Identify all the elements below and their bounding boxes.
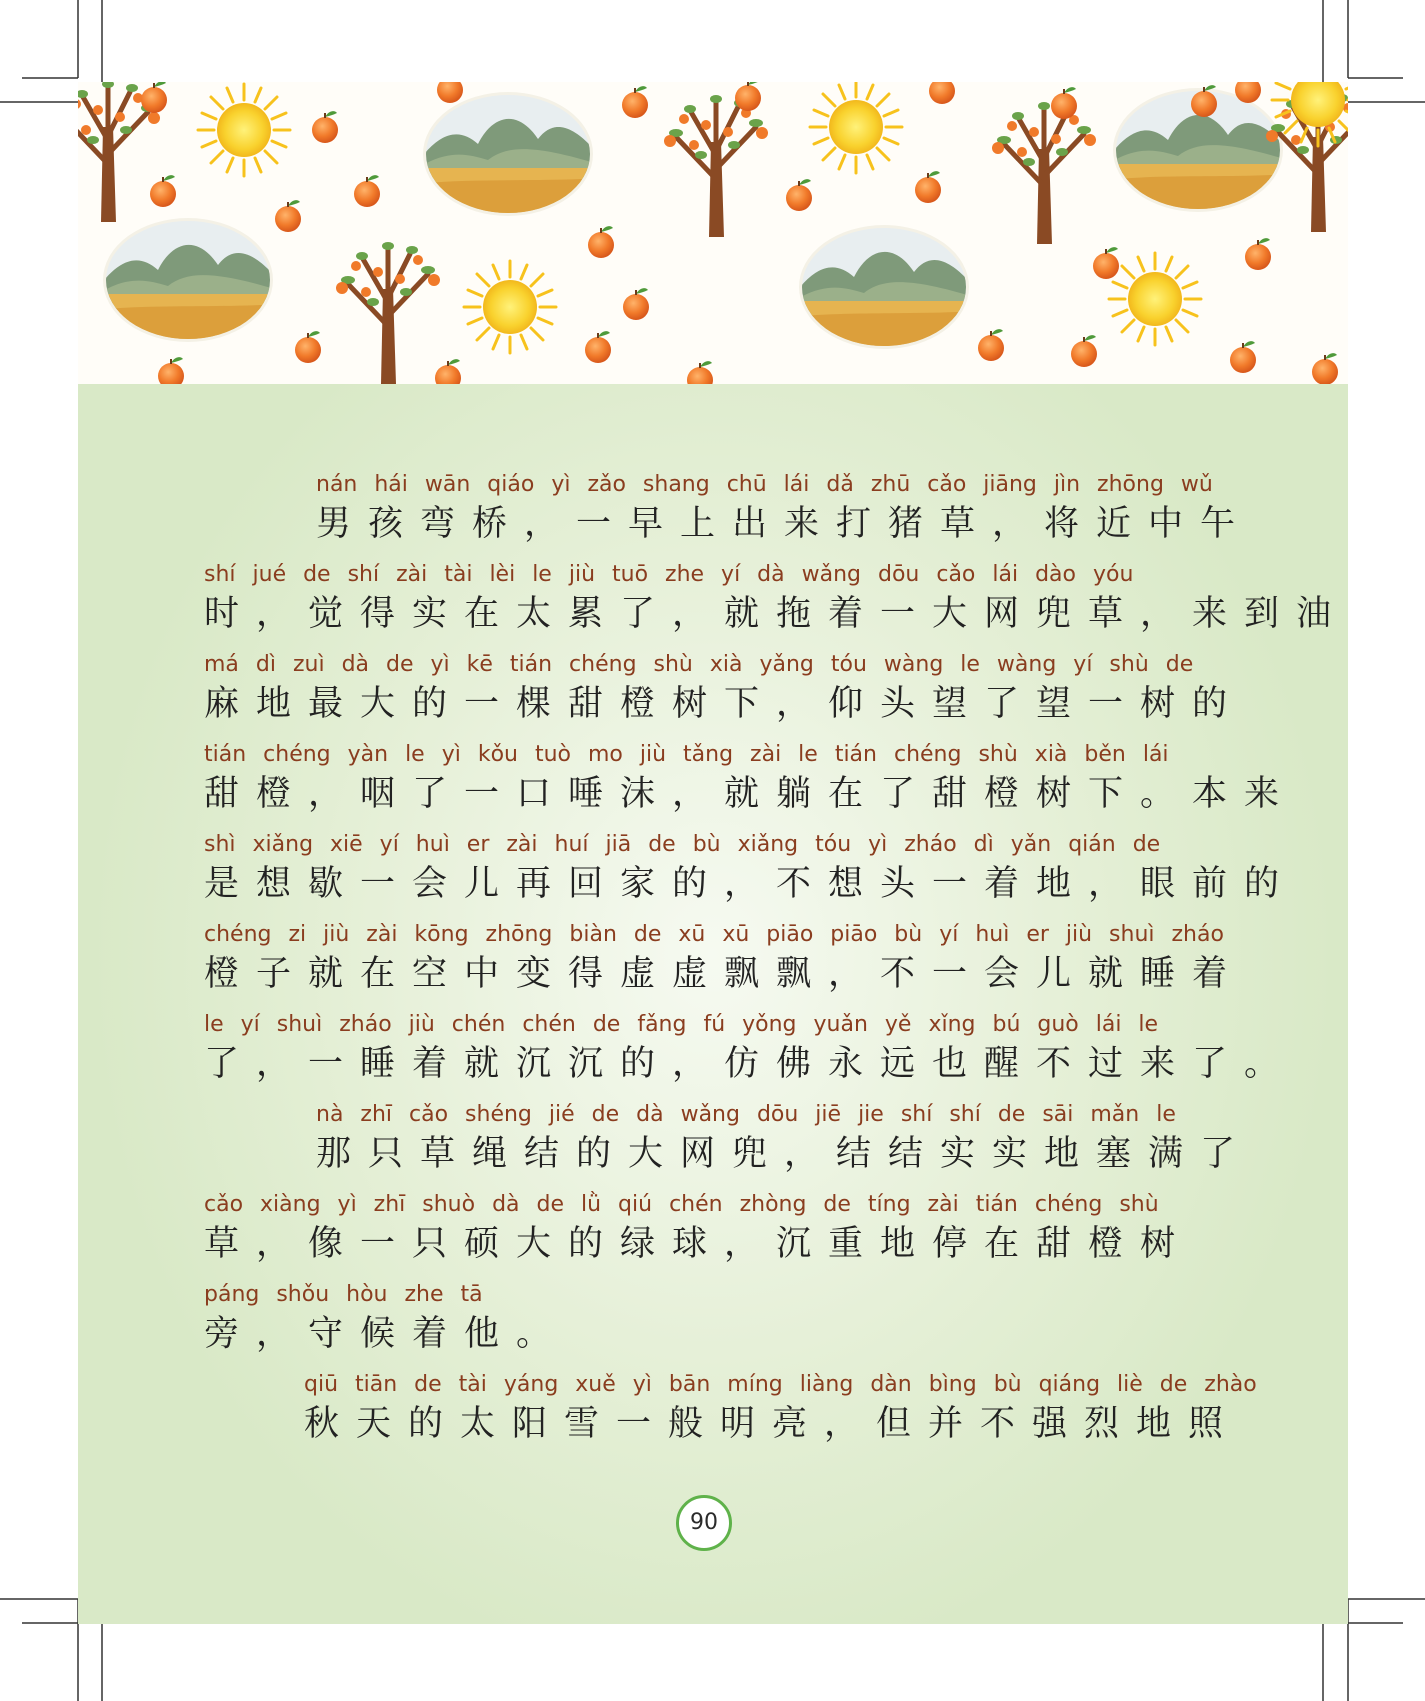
story-text-panel bbox=[78, 384, 1348, 1624]
text-line bbox=[78, 1280, 1348, 1370]
hanzi-line: 男孩弯桥，一早上出来打猪草，将近中午 bbox=[316, 504, 1253, 544]
hanzi-line: 橙子就在空中变得虚虚飘飘，不一会儿就睡着 bbox=[204, 954, 1245, 994]
page-number: 90 bbox=[676, 1495, 732, 1551]
hanzi-line: 旁，守候着他。 bbox=[204, 1314, 569, 1354]
hanzi-line: 时，觉得实在太累了，就拖着一大网兜草，来到油 bbox=[204, 594, 1349, 634]
text-line bbox=[78, 1190, 1348, 1280]
hanzi-line: 甜橙，咽了一口唾沫，就躺在了甜橙树下。本来 bbox=[204, 774, 1297, 814]
text-line bbox=[78, 1100, 1348, 1190]
text-line bbox=[78, 740, 1348, 830]
pinyin-line: nán hái wān qiáo yì zǎo shang chū lái dǎ zhū cǎo jiāng jìn zhōng wǔ bbox=[316, 472, 1213, 497]
pinyin-line: cǎo xiàng yì zhī shuò dà de lǜ qiú chén zhòng de tíng zài tián chéng shù bbox=[204, 1192, 1159, 1217]
pinyin-line: shí jué de shí zài tài lèi le jiù tuō zhe yí dà wǎng dōu cǎo lái dào yóu bbox=[204, 562, 1134, 587]
banner-illustration bbox=[78, 82, 1348, 384]
hanzi-line: 那只草绳结的大网兜，结结实实地塞满了 bbox=[316, 1134, 1253, 1174]
pinyin-line: nà zhī cǎo shéng jié de dà wǎng dōu jiē jie shí shí de sāi mǎn le bbox=[316, 1102, 1176, 1127]
text-line bbox=[78, 920, 1348, 1010]
text-line bbox=[78, 650, 1348, 740]
hanzi-line: 草，像一只硕大的绿球，沉重地停在甜橙树 bbox=[204, 1224, 1193, 1264]
hanzi-line: 麻地最大的一棵甜橙树下，仰头望了望一树的 bbox=[204, 684, 1245, 724]
hanzi-line: 秋天的太阳雪一般明亮，但并不强烈地照 bbox=[304, 1404, 1241, 1444]
text-line bbox=[78, 830, 1348, 920]
pinyin-line: tián chéng yàn le yì kǒu tuò mo jiù tǎng zài le tián chéng shù xià běn lái bbox=[204, 742, 1169, 767]
text-line bbox=[78, 1370, 1348, 1460]
pinyin-line: chéng zi jiù zài kōng zhōng biàn de xū xū piāo piāo bù yí huì er jiù shuì zháo bbox=[204, 922, 1224, 947]
decorative-banner bbox=[78, 82, 1348, 384]
pinyin-line: qiū tiān de tài yáng xuě yì bān míng liàng dàn bìng bù qiáng liè de zhào bbox=[304, 1372, 1257, 1397]
pinyin-line: shì xiǎng xiē yí huì er zài huí jiā de bù xiǎng tóu yì zháo dì yǎn qián de bbox=[204, 832, 1161, 857]
text-line bbox=[78, 560, 1348, 650]
text-line bbox=[78, 1010, 1348, 1100]
pinyin-line: páng shǒu hòu zhe tā bbox=[204, 1282, 483, 1307]
pinyin-line: má dì zuì dà de yì kē tián chéng shù xià yǎng tóu wàng le wàng yí shù de bbox=[204, 652, 1194, 677]
text-line bbox=[78, 470, 1348, 560]
pinyin-line: le yí shuì zháo jiù chén chén de fǎng fú yǒng yuǎn yě xǐng bú guò lái le bbox=[204, 1012, 1159, 1037]
hanzi-line: 了，一睡着就沉沉的，仿佛永远也醒不过来了。 bbox=[204, 1044, 1297, 1084]
hanzi-line: 是想歇一会儿再回家的，不想头一着地，眼前的 bbox=[204, 864, 1297, 904]
